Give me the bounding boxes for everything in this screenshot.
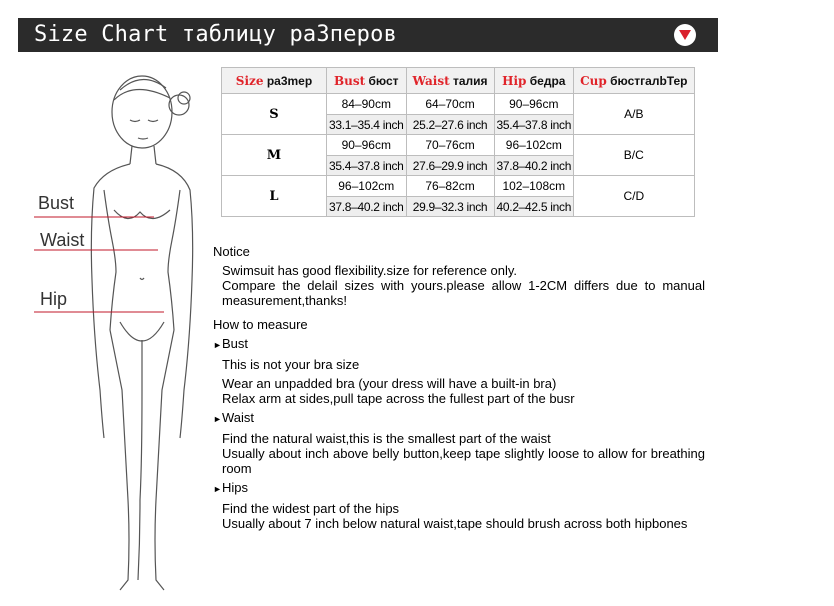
waist-subheading: ►Waist	[213, 410, 255, 425]
how-to-measure-heading: How to measure	[213, 317, 308, 332]
cup-cell: B/C	[574, 135, 694, 176]
bust-cm-cell: 96–102cm	[327, 176, 407, 197]
hip-cm-cell: 90–96cm	[494, 94, 574, 115]
measure-lines	[24, 60, 204, 600]
bust-text: Relax arm at sides,pull tape across the fullest part of the busr	[222, 391, 575, 406]
hips-text: Find the widest part of the hips	[222, 501, 400, 516]
table-row	[222, 176, 695, 197]
size-cell: L	[222, 176, 327, 217]
waist-label: Waist	[40, 230, 85, 250]
hip-cm-cell: 102–108cm	[494, 176, 574, 197]
col-header-size: Size pa3mep	[222, 68, 327, 94]
bust-text: This is not your bra size	[222, 357, 360, 372]
waist-inch-cell: 25.2–27.6 inch	[406, 115, 494, 135]
table-row	[222, 135, 695, 156]
triangle-right-icon: ►	[213, 414, 222, 424]
table-row	[222, 94, 695, 115]
col-header-hip: Hip бедра	[494, 68, 574, 94]
table-header-row	[222, 68, 695, 94]
waist-text: Find the natural waist,this is the smallest part of the waist	[222, 431, 551, 446]
bust-cm-cell: 90–96cm	[327, 135, 407, 156]
bust-inch-cell: 35.4–37.8 inch	[327, 156, 407, 176]
col-header-cup: Cup бюстгалbТер	[574, 68, 694, 94]
waist-inch-cell: 29.9–32.3 inch	[406, 197, 494, 217]
triangle-right-icon: ►	[213, 484, 222, 494]
chevron-down-icon	[679, 30, 691, 40]
notice-text: Swimsuit has good flexibility.size for reference only.	[222, 263, 518, 278]
cup-cell: C/D	[574, 176, 694, 217]
notice-heading: Notice	[213, 244, 250, 259]
bust-text: Wear an unpadded bra (your dress will have a built-in bra)	[222, 376, 557, 391]
page-title: Size Chart таблицу ра3перов	[34, 22, 398, 47]
triangle-right-icon: ►	[213, 340, 222, 350]
hips-text: Usually about 7 inch below natural waist,tape should brush across both hipbones	[222, 516, 688, 531]
bust-label: Bust	[38, 193, 75, 213]
bust-subheading: ►Bust	[213, 336, 249, 351]
col-header-bust: Bust бюст	[327, 68, 407, 94]
hip-inch-cell: 37.8–40.2 inch	[494, 156, 574, 176]
bust-inch-cell: 33.1–35.4 inch	[327, 115, 407, 135]
waist-cm-cell: 76–82cm	[406, 176, 494, 197]
bust-cm-cell: 84–90cm	[327, 94, 407, 115]
hips-subheading: ►Hips	[213, 480, 249, 495]
notes-section	[213, 244, 705, 531]
col-header-waist: Waist талия	[406, 68, 494, 94]
waist-cm-cell: 70–76cm	[406, 135, 494, 156]
waist-text: Usually about inch above belly button,keep tape slightly loose to allow for breathing room	[222, 446, 705, 476]
hip-inch-cell: 40.2–42.5 inch	[494, 197, 574, 217]
hip-cm-cell: 96–102cm	[494, 135, 574, 156]
body-figure	[24, 60, 204, 600]
size-cell: M	[222, 135, 327, 176]
waist-cm-cell: 64–70cm	[406, 94, 494, 115]
hip-inch-cell: 35.4–37.8 inch	[494, 115, 574, 135]
header-bar	[18, 18, 718, 52]
waist-inch-cell: 27.6–29.9 inch	[406, 156, 494, 176]
size-cell: S	[222, 94, 327, 135]
hip-label: Hip	[40, 289, 68, 309]
bust-inch-cell: 37.8–40.2 inch	[327, 197, 407, 217]
expand-button[interactable]	[674, 24, 696, 46]
notice-text: Compare the delail sizes with yours.please allow 1-2CM differs due to manual measurement,thanks!	[222, 278, 705, 308]
cup-cell: A/B	[574, 94, 694, 135]
size-table	[221, 67, 695, 217]
